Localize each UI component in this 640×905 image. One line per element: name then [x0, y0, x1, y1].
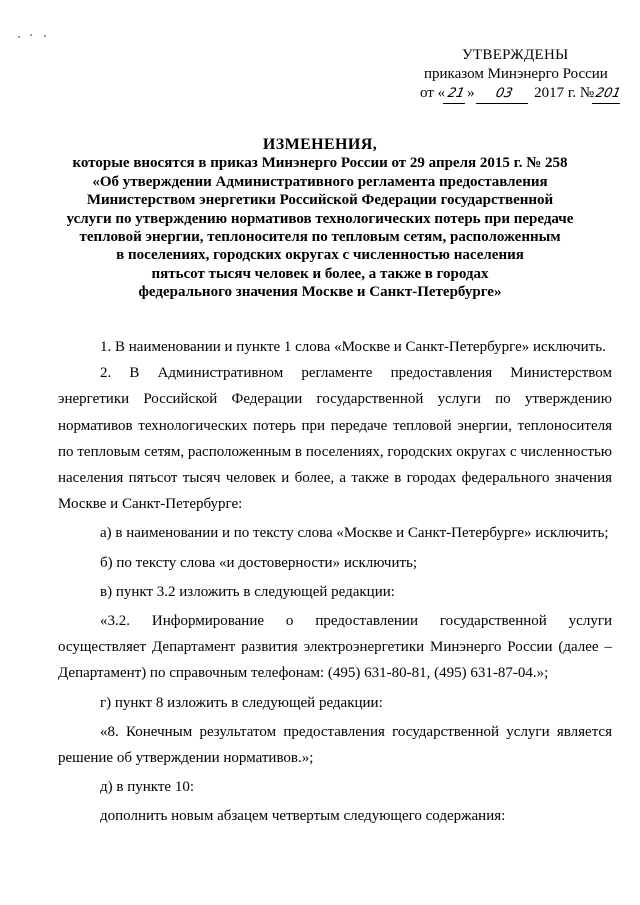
order-number: 201 — [592, 84, 624, 104]
scan-dot — [44, 35, 46, 37]
heading-line: федерального значения Москве и Санкт-Петербурге» — [138, 284, 502, 301]
approval-stamp — [420, 46, 630, 104]
scan-dot — [30, 34, 32, 36]
paragraph-1: 1. В наименовании и пункте 1 слова «Москве и Санкт-Петербурге» исключить. — [100, 339, 606, 355]
date-prefix: от « — [420, 85, 446, 101]
paragraph-g: г) пункт 8 изложить в следующей редакции: — [100, 694, 383, 711]
heading-line: Министерством энергетики Российской Федерации государственной — [86, 192, 554, 209]
heading-line: услуги по утверждению нормативов технологических потерь при передаче — [66, 210, 574, 227]
heading-line: тепловой энергии, теплоносителя по тепловым сетям, расположенным — [79, 229, 561, 246]
scan-dot — [18, 36, 20, 38]
paragraph-2: 2. В Административном регламенте предоставления Министерством энергетики Российской Федерации государственной услуги по утверждению нормативов технологических потерь при передаче тепловой энергии, теплоносителя по тепловым сетям, расположенным в поселениях, городских округах с численностью населения пятьсот тысяч человек и более, а также в городах федерального значения Москве и Санкт-Петербурге: — [58, 365, 612, 513]
heading-line: в поселениях, городских округах с численностью населения — [116, 247, 524, 264]
paragraph-b: б) по тексту слова «и достоверности» исключить; — [100, 554, 418, 571]
document-body — [58, 334, 612, 830]
approval-title: УТВЕРЖДЕНЫ — [462, 47, 569, 63]
date-day: 21 — [443, 84, 469, 104]
heading-line: которые вносятся в приказ Минэнерго России от 29 апреля 2015 г. № 258 — [72, 155, 568, 172]
paragraph-g-quote: «8. Конечным результатом предоставления государственной услуги является решение об утверждении нормативов.»; — [58, 723, 612, 767]
scan-artifact — [18, 30, 58, 40]
heading-title: ИЗМЕНЕНИЯ, — [262, 136, 378, 153]
paragraph-v: в) пункт 3.2 изложить в следующей редакции: — [100, 583, 395, 600]
heading-line: «Об утверждении Административного регламента предоставления — [92, 173, 548, 190]
approval-order-line: приказом Минэнерго России — [424, 66, 608, 82]
date-year: 2017 г. № — [534, 85, 595, 101]
paragraph-d: д) в пункте 10: — [100, 779, 194, 796]
paragraph-v-quote: «3.2. Информирование о предоставлении государственной услуги осуществляет Департамент развития электроэнергетики Минэнерго России (далее – Департамент) по справочным телефонам: (495) 631-80-81, (495) 631-87-04.»; — [58, 613, 612, 682]
date-month: 03 — [476, 84, 532, 104]
paragraph-a: а) в наименовании и по тексту слова «Москве и Санкт-Петербурге» исключить; — [100, 525, 609, 542]
paragraph-d-sub: дополнить новым абзацем четвертым следующего содержания: — [100, 808, 506, 825]
document-heading — [40, 136, 600, 302]
date-mid: » — [467, 85, 475, 101]
approval-date-line — [420, 84, 630, 104]
heading-line: пятьсот тысяч человек и более, а также в городах — [151, 265, 489, 282]
